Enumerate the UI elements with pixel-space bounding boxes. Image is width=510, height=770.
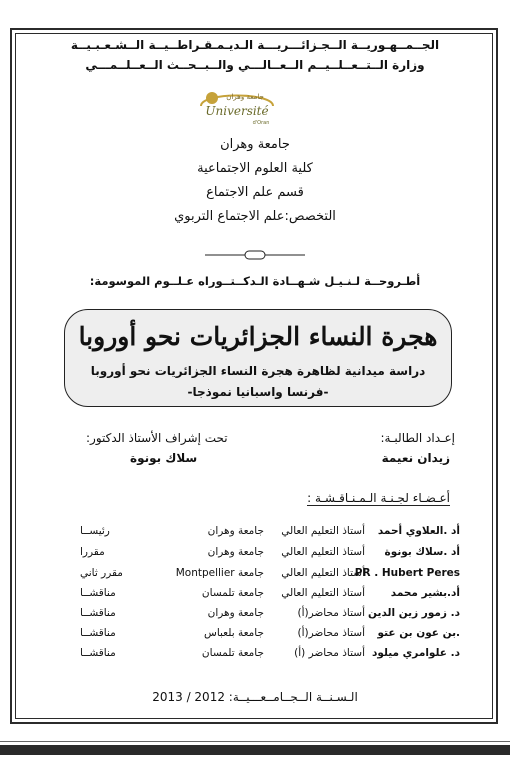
svg-text:جامعة وهران: جامعة وهران	[226, 93, 264, 101]
supervisor-label: تحت إشراف الأستاذ الدكتور:	[86, 431, 228, 445]
ornament-divider	[205, 250, 305, 260]
republic-heading: الجــمــهـوريــة الــجـزائـــريـــة الـديـمـقـراطــيــة الــشـعـبـيــة	[70, 38, 440, 52]
student-label: إعـداد الطالبـة:	[380, 431, 455, 445]
svg-text:d'Oran: d'Oran	[252, 120, 270, 126]
title-box	[64, 309, 452, 407]
thesis-case-study: -فرنسا واسبانيا نموذجا-	[187, 385, 329, 399]
committee-row: أد .العلاوي أحمد أستاذ التعليم العالي جامعة وهران رئيســا	[80, 525, 460, 537]
department-name: قسم علم الاجتماع	[206, 185, 304, 200]
committee-row: أد.بشير محمد أستاذ التعليم العالي جامعة تلمسان مناقشــا	[80, 587, 460, 599]
bottom-bar	[0, 745, 510, 755]
thesis-subtitle: دراسة ميدانية لظاهرة هجرة النساء الجزائريات نحو أوروبا	[90, 364, 426, 378]
supervisor-name: سلاك بونوة	[130, 451, 198, 465]
committee-row: .بن عون بن عتو أستاذ محاضر(أ) جامعة بلعباس مناقشــا	[80, 627, 460, 639]
svg-text:Université: Université	[205, 104, 269, 118]
student-name: زيدان نعيمة	[381, 451, 450, 465]
academic-year: الـسـنــة الــجــامــعـــيــة: 2012 / 2013	[152, 690, 358, 704]
committee-row: د. علوامري ميلود أستاذ محاضر (أ) جامعة تلمسان مناقشــا	[80, 647, 460, 659]
faculty-name: كلية العلوم الاجتماعية	[197, 161, 313, 176]
thesis-description: أطـروحــة لـنـيـل شـهــادة الـدكــتــوراه عـلــوم الموسومة:	[89, 274, 421, 288]
committee-label: أعـضـاء لجـنـة الـمـنـاقـشـة :	[307, 491, 450, 505]
specialty: التخصص:علم الاجتماع التربوي	[174, 209, 336, 224]
university-logo	[197, 84, 277, 128]
committee-row: PR . Hubert Peres أستاذ التعليم العالي جامعة Montpellier مقرر ثاني	[80, 567, 460, 579]
committee-row: د. زمور زين الدين أستاذ محاضر(أ) جامعة وهران مناقشــا	[80, 607, 460, 619]
thesis-title: هجرة النساء الجزائريات نحو أوروبا	[78, 322, 438, 351]
committee-row: أد .سلاك بونوة أستاذ التعليم العالي جامعة وهران مقررا	[80, 546, 460, 558]
logo-emblem-icon	[206, 92, 218, 104]
university-name: جامعة وهران	[220, 137, 290, 152]
bottom-rule	[0, 741, 510, 742]
ministry-heading: وزارة الــتــعــلــيــم الــعــالـــي والــبــحــث الــعــلــمـــي	[85, 58, 425, 72]
